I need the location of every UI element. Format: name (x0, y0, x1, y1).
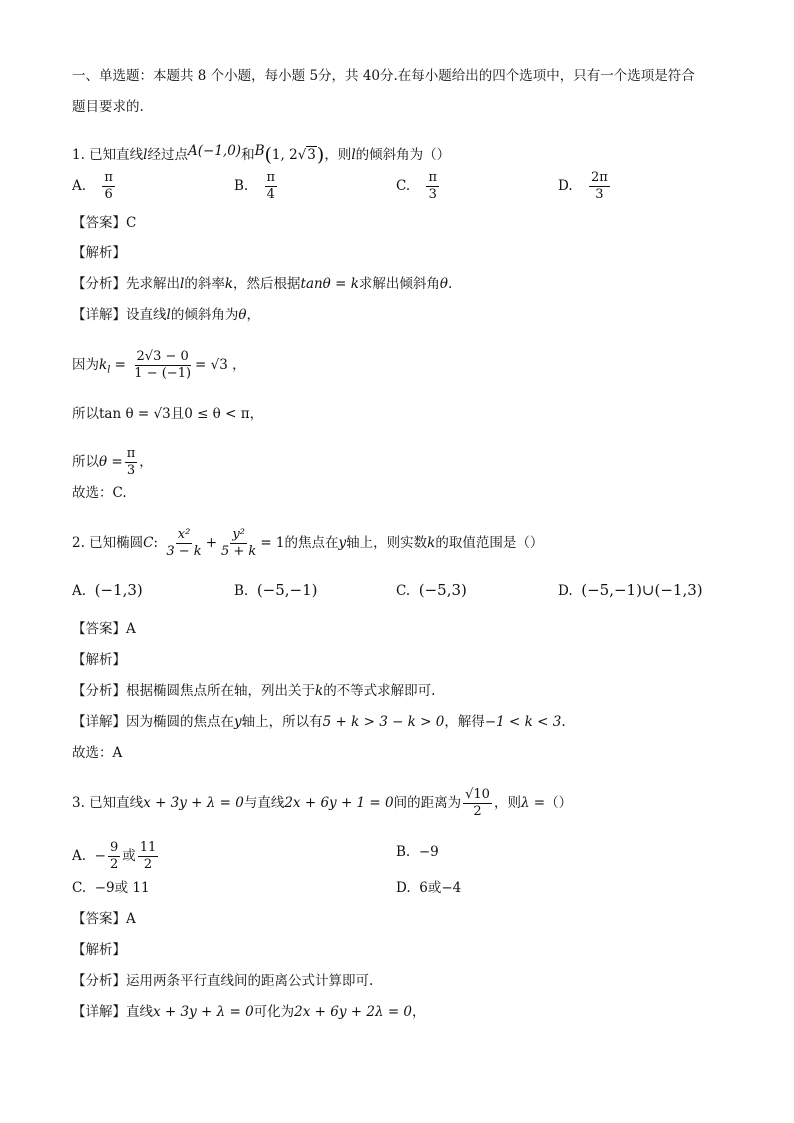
q2-frac-x-num: x² (177, 527, 191, 542)
q2-xiangjie-a: 因为椭圆的焦点在 (126, 714, 234, 730)
q1-option-b-frac (265, 170, 278, 203)
q1-point-b-paren-open: ( (264, 144, 272, 166)
q1-so1-and: 且 (170, 406, 185, 422)
q2-option-d-label: D. (558, 583, 573, 599)
q1-slope-den: 1 − (−1) (134, 366, 192, 381)
q3-option-a-den2: 2 (143, 857, 153, 872)
q1-stem-c: 和 (241, 147, 255, 163)
q1-stem-a: 1. 已知直线 (72, 147, 144, 163)
section-title-line1: 一、单选题：本题共 8 个小题，每小题 5分，共 40分.在每小题给出的四个选项中，只有一个选项是符合 (72, 68, 695, 84)
q1-option-a[interactable] (72, 170, 117, 203)
q2-frac-y (219, 527, 258, 560)
q1-so2-end: ， (139, 454, 153, 470)
q1-fenxi-l: l (180, 276, 185, 292)
q1-k-sub: l (107, 364, 111, 376)
q1-because: 因为 (72, 357, 99, 373)
q1-fenxi-c: ，然后根据 (233, 276, 301, 292)
q3-answer-value: A (126, 911, 136, 927)
q3-option-c-label: C. (72, 880, 87, 896)
q3-option-a-or: 或 (122, 848, 136, 864)
q1-xiangjie-tag: 【详解】 (72, 307, 126, 323)
q1-slope-num: 2√3 − 0 (136, 349, 189, 364)
q2-frac-y-den: 5 + k (221, 544, 257, 559)
q1-point-b-inner: 1, 2 (271, 147, 298, 163)
q1-xiangjie-theta: θ (238, 307, 247, 323)
q1-option-b[interactable] (234, 170, 279, 203)
q3-option-d[interactable] (396, 878, 461, 898)
q2-fenxi-a: 根据椭圆焦点所在轴，列出关于 (126, 683, 315, 699)
q2-option-b-label: B. (234, 583, 249, 599)
q1-so2-frac (125, 446, 138, 479)
q2-stem-colon: : (153, 535, 159, 551)
q2-stem-c-letter: C (143, 535, 154, 551)
q1-k: k (99, 357, 108, 373)
q2-fenxi-k: k (315, 683, 324, 699)
q2-option-b-value: (−5,−1) (256, 581, 318, 599)
q2-fenxi (72, 681, 435, 701)
q2-xiangjie (72, 712, 566, 732)
q1-so2-den: 3 (126, 463, 136, 478)
q1-option-b-den: 4 (266, 187, 275, 202)
q2-option-b[interactable] (234, 580, 318, 601)
q1-option-a-num: π (104, 170, 113, 185)
q2-option-c-label: C. (396, 583, 411, 599)
q3-option-c-value: −9或 11 (94, 880, 150, 896)
q2-frac-y-num: y² (232, 527, 245, 542)
q3-option-a-label: A. (72, 848, 87, 864)
q3-stem-a: 3. 已知直线 (72, 795, 144, 811)
q2-answer-value: A (126, 621, 136, 637)
q2-frac-x-den: 3 − k (166, 544, 202, 559)
q3-xiangjie-tag: 【详解】 (72, 1004, 126, 1020)
q1-so2: 所以 (72, 454, 99, 470)
q2-option-d-value: (−5,−1)∪(−1,3) (581, 581, 703, 599)
q2-stem-d: 的取值范围是（） (435, 535, 544, 551)
q2-xiangjie-ineq: 5 + k > 3 − k > 0 (322, 714, 445, 730)
q3-stem-e: （） (545, 795, 573, 811)
q3-xiangjie-a: 直线 (126, 1004, 153, 1020)
q2-xiangjie-tag: 【详解】 (72, 714, 126, 730)
q1-stem-e: 的倾斜角为（） (355, 147, 451, 163)
q1-xiangjie-a: 设直线 (126, 307, 167, 323)
q1-line-l-2: l (351, 147, 356, 163)
q3-option-c[interactable] (72, 878, 150, 898)
q3-line2: 2x + 6y + 1 = 0 (284, 795, 394, 811)
q1-option-a-label: A. (72, 178, 87, 194)
q1-fenxi-tag: 【分析】 (72, 276, 126, 292)
q1-so2-num: π (126, 446, 136, 461)
q1-answer (72, 213, 136, 233)
q1-fenxi-k: k (224, 276, 234, 292)
q1-fenxi-theta: θ (439, 276, 449, 292)
q3-fenxi-tag: 【分析】 (72, 973, 126, 989)
q1-so1-formula: tan θ = √3 (99, 406, 171, 422)
q1-option-d-num: 2π (590, 170, 608, 185)
q1-fenxi (72, 274, 452, 294)
q1-analysis-tag: 【解析】 (72, 245, 126, 261)
q3-option-b-label: B. (396, 844, 411, 860)
q1-point-b-label: B (254, 143, 265, 159)
q2-option-a-label: A. (72, 583, 87, 599)
q2-option-c[interactable] (396, 580, 467, 601)
q2-y: y (338, 535, 347, 551)
q3-option-a-num2: 11 (139, 840, 157, 855)
q1-option-c[interactable] (396, 170, 441, 203)
q3-stem-c: 间的距离为 (393, 795, 462, 811)
q2-xiangjie-y: y (234, 714, 242, 730)
q1-fenxi-b: 的斜率 (184, 276, 225, 292)
q1-so2-lhs: θ = (99, 454, 123, 470)
q3-xiangjie-end: ， (412, 1004, 426, 1020)
q3-dist-frac (463, 787, 492, 820)
q2-xiangjie-b: 轴上，所以有 (241, 714, 323, 730)
q1-point-b-sqrt: 3 (307, 147, 316, 163)
q2-option-a[interactable] (72, 580, 143, 601)
q1-option-c-den: 3 (428, 187, 437, 202)
q2-xiangjie-c: ，解得 (444, 714, 485, 730)
q2-option-c-value: (−5,3) (418, 581, 467, 599)
q1-option-a-den: 6 (104, 187, 113, 202)
q3-dist-den: 2 (473, 804, 482, 819)
q1-option-b-num: π (266, 170, 276, 185)
q3-option-d-label: D. (396, 880, 411, 896)
q3-stem-b: 与直线 (243, 795, 285, 811)
q1-option-d-frac (589, 170, 610, 203)
q1-answer-value: C (126, 215, 137, 231)
q2-eq1: = 1 (260, 535, 285, 551)
q1-option-c-label: C. (396, 178, 411, 194)
q1-stem-b: 经过点 (147, 147, 188, 163)
q1-choose: 故选：C. (72, 485, 127, 501)
q1-option-d-den: 3 (595, 187, 604, 202)
q1-fenxi-end: . (448, 276, 453, 292)
q3-option-b[interactable] (396, 842, 439, 862)
q3-answer-tag: 【答案】 (72, 911, 126, 927)
q3-xiangjie-line2: 2x + 6y + 2λ = 0 (294, 1004, 413, 1020)
q3-xiangjie-b: 可化为 (253, 1004, 295, 1020)
q2-plus: + (205, 535, 217, 551)
q2-analysis-tag: 【解析】 (72, 652, 126, 668)
q2-choose: 故选：A (72, 745, 123, 761)
q1-answer-tag: 【答案】 (72, 215, 126, 231)
q1-option-d-label: D. (558, 178, 573, 194)
q3-xiangjie-line1: x + 3y + λ = 0 (153, 1004, 254, 1020)
q1-xiangjie (72, 305, 260, 325)
q1-so1-line (72, 404, 263, 424)
q2-answer-tag: 【答案】 (72, 621, 126, 637)
q3-dist-num: √10 (465, 787, 490, 802)
q1-slope-frac (132, 349, 193, 382)
q3-answer (72, 909, 136, 929)
q1-so1-range: 0 ≤ θ < π (184, 406, 250, 422)
q1-option-c-num: π (428, 170, 437, 185)
q2-stem (72, 527, 543, 560)
q1-point-a: A(−1,0) (188, 143, 242, 159)
q1-point-b-paren-close: ) (316, 144, 325, 166)
q2-fenxi-b: 的不等式求解即可. (323, 683, 436, 699)
q2-k: k (427, 535, 436, 551)
q3-stem (72, 787, 572, 820)
q1-so2-line (72, 446, 153, 479)
q3-option-d-value: 6或−4 (419, 880, 462, 896)
q3-fenxi (72, 971, 373, 991)
q1-because-line: 因为$k_l$ = $\frac{2√3 - 0}{1 - (-1)}$ = √3 ， (72, 349, 246, 381)
q1-line-l: l (143, 147, 148, 163)
q3-option-a[interactable] (72, 840, 160, 873)
q1-option-a-frac (102, 170, 115, 203)
q3-line1: x + 3y + λ = 0 (143, 795, 244, 811)
q2-fenxi-tag: 【分析】 (72, 683, 126, 699)
q2-stem-a: 2. 已知椭圆 (72, 535, 144, 551)
q3-xiangjie (72, 1002, 426, 1022)
q2-option-d[interactable] (558, 580, 703, 601)
q3-stem-d: ，则 (493, 795, 521, 811)
q3-analysis-tag: 【解析】 (72, 942, 126, 958)
q2-stem-c: 轴上，则实数 (346, 535, 428, 551)
q1-option-b-label: B. (234, 178, 249, 194)
section-title-line2: 题目要求的. (72, 99, 144, 115)
q3-option-a-frac2 (138, 840, 159, 873)
q1-option-d[interactable] (558, 170, 612, 203)
q1-option-c-frac (426, 170, 439, 203)
q1-xiangjie-b: 的倾斜角为 (170, 307, 239, 323)
q2-answer (72, 619, 136, 639)
q1-fenxi-d: 求解出倾斜角 (358, 276, 440, 292)
q3-option-b-value: −9 (418, 844, 439, 860)
q2-xiangjie-res: −1 < k < 3 (484, 714, 562, 730)
q3-lambda: λ = (520, 795, 546, 811)
q1-xiangjie-l: l (166, 307, 171, 323)
q1-fenxi-formula: tanθ = k (300, 276, 359, 292)
q3-option-a-frac1 (108, 840, 120, 873)
q1-slope-result: = √3 ， (195, 357, 246, 373)
q3-option-a-den1: 2 (109, 857, 119, 872)
q1-stem: 1. 已知直线l经过点A(−1,0)和B(1, 2√3)，则l的倾斜角为（） (72, 143, 451, 166)
q2-xiangjie-end: . (561, 714, 566, 730)
q2-option-a-value: (−1,3) (94, 581, 143, 599)
q1-stem-d: ，则 (324, 147, 352, 163)
q2-stem-b: 的焦点在 (284, 535, 339, 551)
q1-xiangjie-end: ， (246, 307, 260, 323)
q3-option-a-num1: 9 (109, 840, 119, 855)
q3-fenxi-text: 运用两条平行直线间的距离公式计算即可. (126, 973, 374, 989)
q1-fenxi-a: 先求解出 (126, 276, 180, 292)
q2-frac-x (164, 527, 203, 560)
q1-so1: 所以 (72, 406, 99, 422)
q3-option-a-minus: − (94, 848, 106, 864)
q1-so1-end: ， (249, 406, 264, 422)
